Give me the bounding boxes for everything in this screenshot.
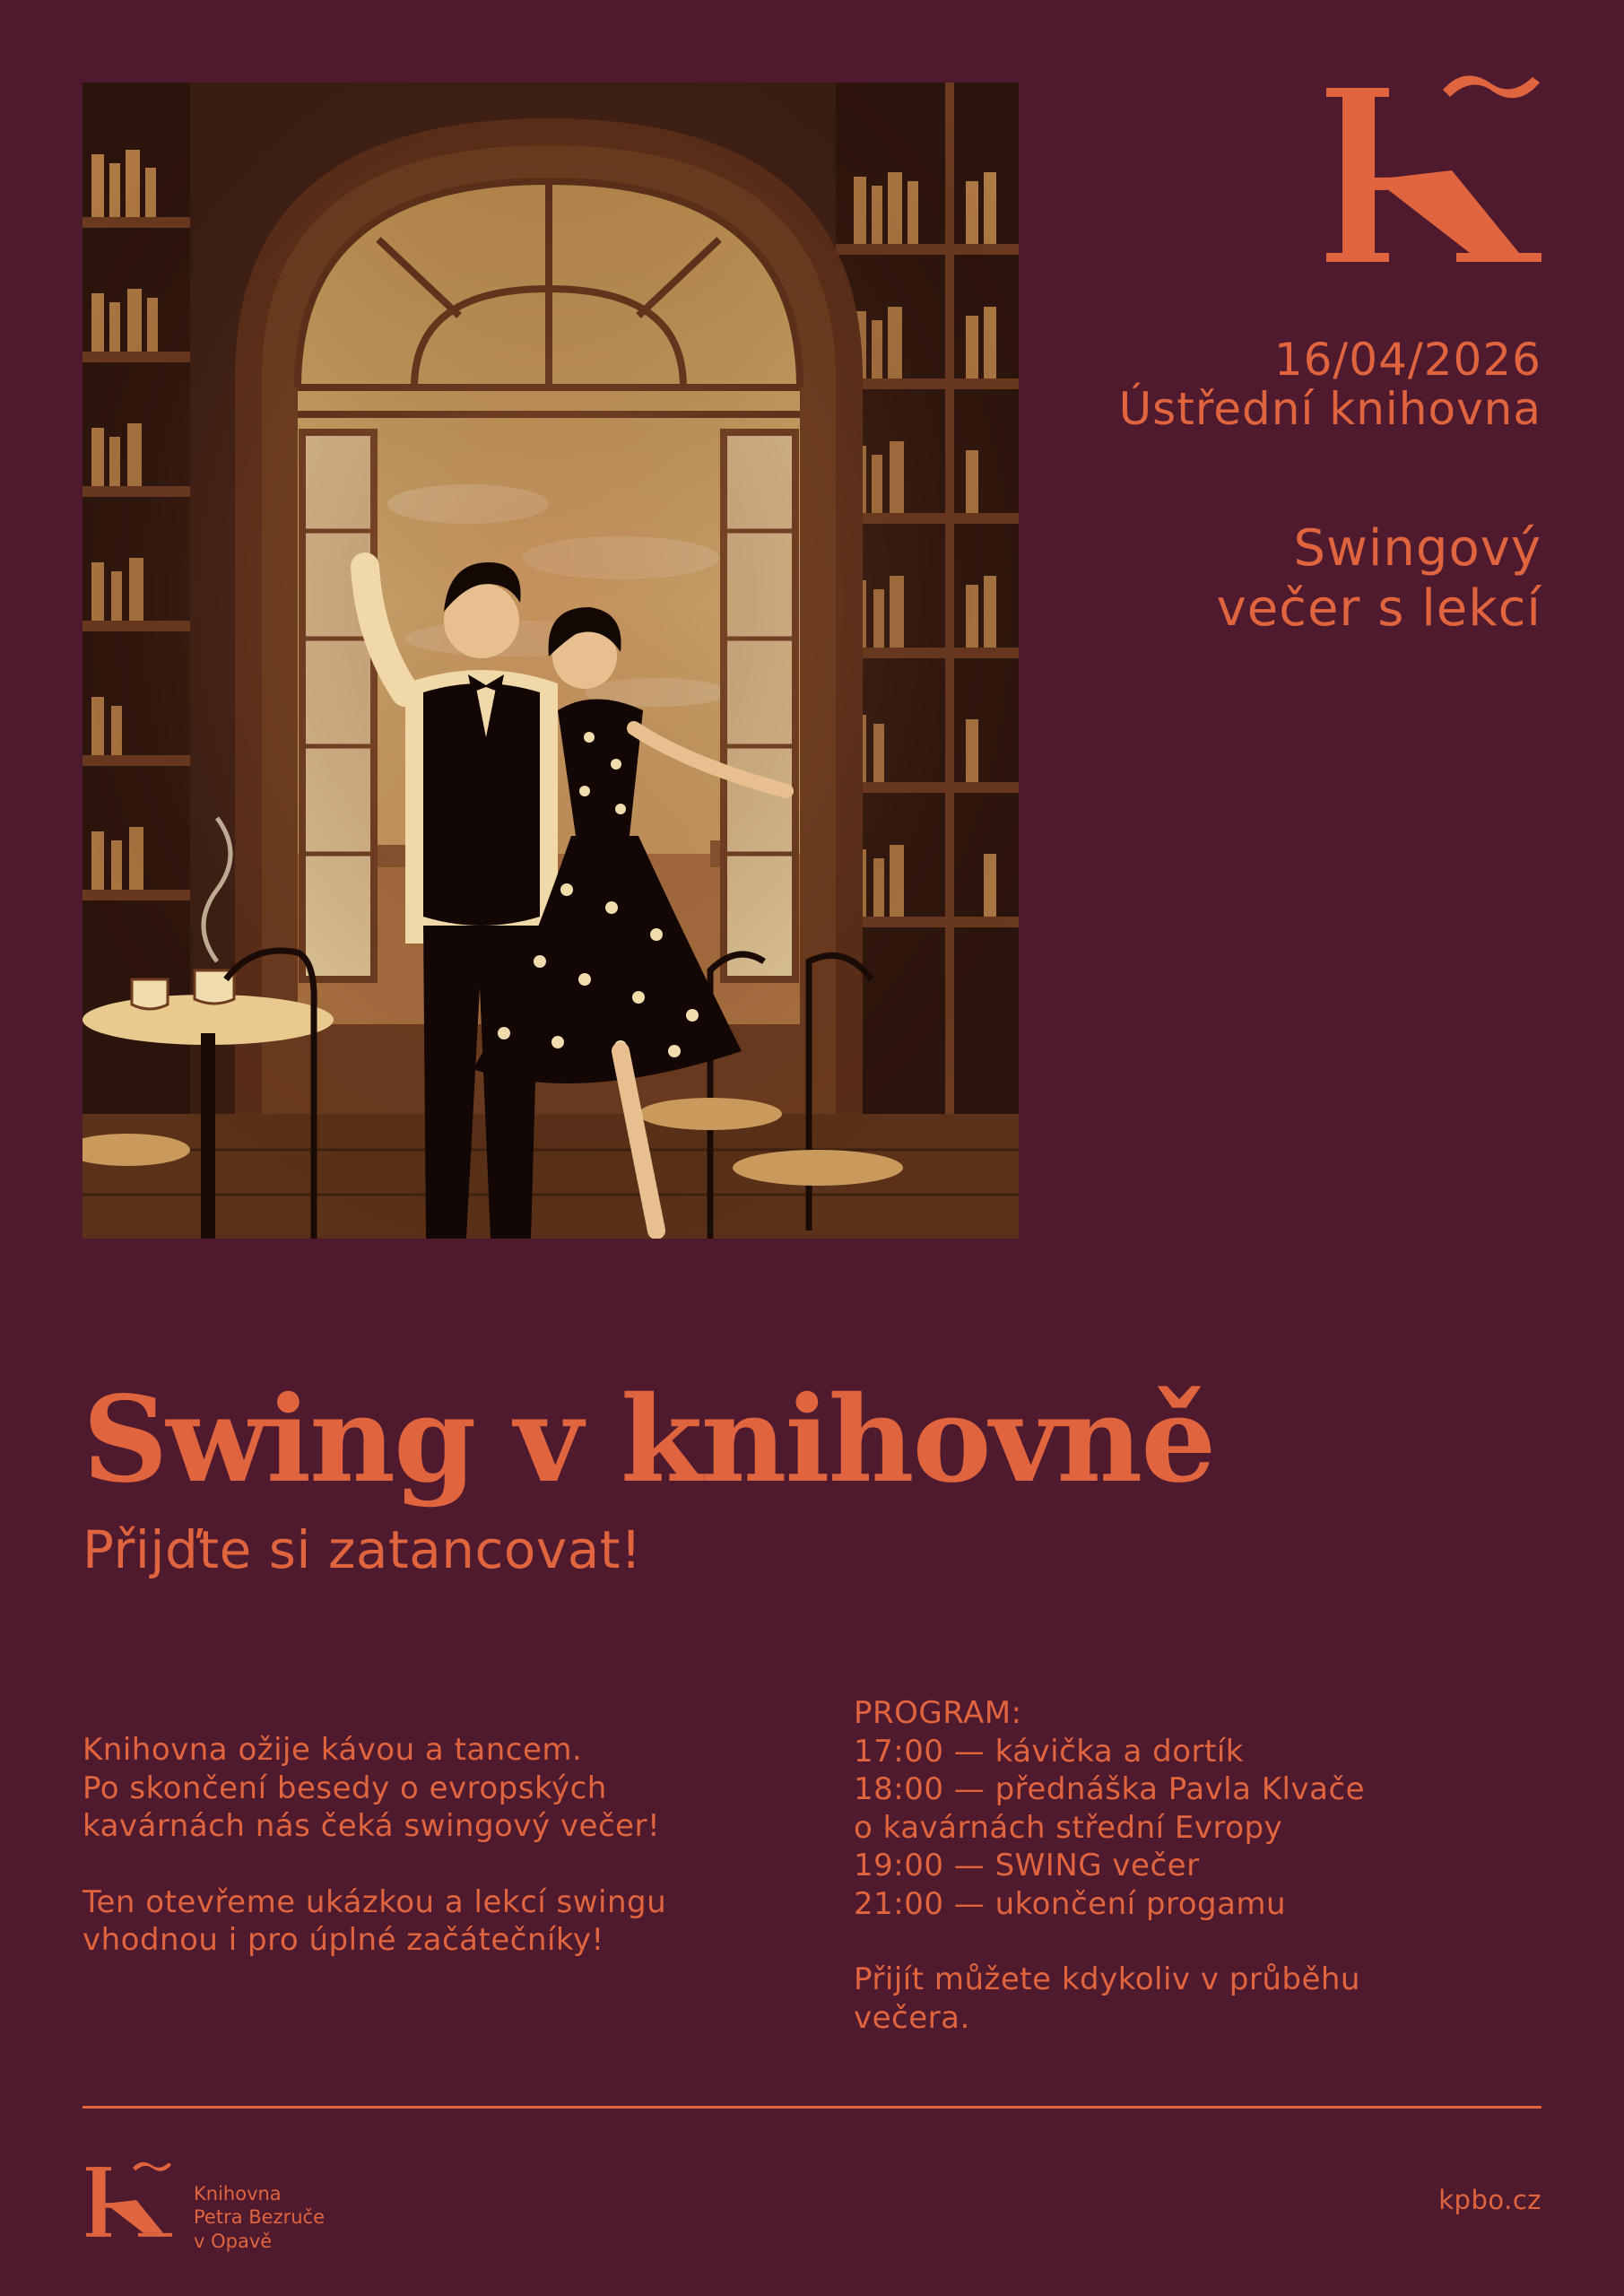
program-item: o kavárnách střední Evropy [854, 1809, 1283, 1846]
footer-logo-icon [83, 2157, 172, 2239]
program-heading: PROGRAM: [854, 1695, 1022, 1731]
event-date: 16/04/2026 [1273, 334, 1541, 386]
event-place: Ústřední knihovna [1118, 383, 1541, 435]
hero-illustration [83, 83, 1019, 1239]
library-logo-icon [1317, 63, 1541, 287]
headline: Swing v knihovně [83, 1370, 1215, 1509]
organization-name: Knihovna Petra Bezruče v Opavě [194, 2183, 326, 2252]
program-note: Přijít můžete kdykoliv v průběhu večera. [854, 1961, 1360, 2036]
intro-paragraph: Knihovna ožije kávou a tancem. Po skončení besedy o evropských kavárnách nás čeká swingový večer! [83, 1732, 661, 1844]
footer-divider [83, 2106, 1541, 2109]
event-type: Swingový večer s lekcí [1216, 519, 1541, 639]
website-link[interactable]: kpbo.cz [1438, 2185, 1541, 2215]
program-item: 19:00 — SWING večer [854, 1848, 1200, 1883]
intro-paragraph: Ten otevřeme ukázkou a lekcí swingu vhodnou i pro úplné začátečníky! [83, 1883, 667, 1958]
intro-text [83, 1731, 854, 1997]
program-item: 17:00 — kávička a dortík [854, 1733, 1244, 1770]
program-item: 21:00 — ukončení progamu [854, 1885, 1287, 1922]
program [854, 1694, 1571, 2037]
program-item: 18:00 — přednáška Pavla Klvače [854, 1771, 1366, 1807]
subheadline: Přijďte si zatancovat! [83, 1519, 642, 1580]
